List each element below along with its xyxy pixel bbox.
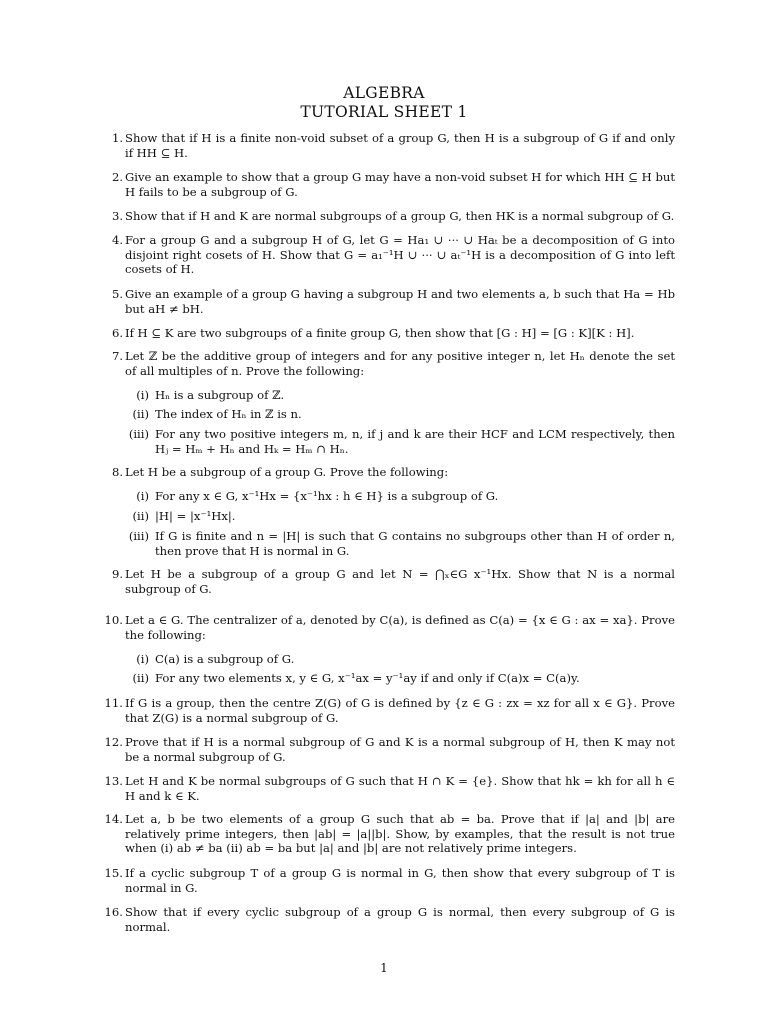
problem-text: Let ℤ be the additive group of integers and for any positive integer n, let Hₙ denote the set of all multiples of n. Prove the following: xyxy=(125,349,675,378)
subitem-text: For any x ∈ G, x⁻¹Hx = {x⁻¹hx : h ∈ H} is a subgroup of G. xyxy=(155,489,499,503)
subitem-number: (ii) xyxy=(132,671,149,685)
problem-3 xyxy=(105,209,675,224)
problem-text: Give an example to show that a group G may have a non-void subset H for which HH ⊆ H but H fails to be a subgroup of G. xyxy=(125,170,675,199)
problem-15 xyxy=(105,866,675,895)
problem-text: Show that if every cyclic subgroup of a group G is normal, then every subgroup of G is normal. xyxy=(125,905,675,934)
subitem-number: (iii) xyxy=(128,427,149,441)
problem-11 xyxy=(105,696,675,725)
problem-number: 14. xyxy=(104,812,123,826)
subitem-number: (iii) xyxy=(128,529,149,543)
problem-8-part-iii xyxy=(125,529,675,558)
subitem-text: |H| = |x⁻¹Hx|. xyxy=(155,509,236,523)
title-block xyxy=(0,84,768,122)
subitem-number: (i) xyxy=(136,489,149,503)
problem-5 xyxy=(105,287,675,316)
page-number: 1 xyxy=(380,961,388,975)
problem-text: Let H be a subgroup of a group G and let N = ⋂ₓ∈G x⁻¹Hx. Show that N is a normal subgroup of G. xyxy=(125,567,675,596)
problem-text: For a group G and a subgroup H of G, let G = Ha₁ ∪ ··· ∪ Haₜ be a decomposition of G into disjoint right cosets of H. Show that G = a₁⁻¹H ∪ ··· ∪ aₜ⁻¹H is a decomposition of G into left cosets of H. xyxy=(125,233,675,276)
problem-number: 4. xyxy=(111,233,123,247)
subitem-text: The index of Hₙ in ℤ is n. xyxy=(155,407,302,421)
subitem-number: (i) xyxy=(136,652,149,666)
problem-7-part-iii xyxy=(125,427,675,456)
subitem-text: Hₙ is a subgroup of ℤ. xyxy=(155,388,285,402)
problem-7 xyxy=(105,349,675,378)
subitem-number: (ii) xyxy=(132,407,149,421)
problem-12 xyxy=(105,735,675,764)
problem-text: Let a ∈ G. The centralizer of a, denoted by C(a), is defined as C(a) = {x ∈ G : ax = xa}. Prove the following: xyxy=(125,613,675,642)
problem-text: Show that if H and K are normal subgroups of a group G, then HK is a normal subgroup of G. xyxy=(125,209,675,223)
subitem-text: For any two positive integers m, n, if j and k are their HCF and LCM respectively, then Hⱼ = Hₘ + Hₙ and Hₖ = Hₘ ∩ Hₙ. xyxy=(155,427,675,456)
problem-number: 12. xyxy=(104,735,123,749)
problem-text: Show that if H is a finite non-void subset of a group G, then H is a subgroup of G if and only if HH ⊆ H. xyxy=(125,131,675,160)
problem-text: Let H be a subgroup of a group G. Prove the following: xyxy=(125,465,449,479)
problem-8-part-ii xyxy=(125,509,675,524)
problem-text: Prove that if H is a normal subgroup of G and K is a normal subgroup of H, then K may not be a normal subgroup of G. xyxy=(125,735,675,764)
problem-number: 8. xyxy=(111,465,123,479)
problem-number: 6. xyxy=(111,326,123,340)
problem-2 xyxy=(105,170,675,199)
problem-10-part-i xyxy=(125,652,675,667)
problem-number: 3. xyxy=(111,209,123,223)
problem-text: Let H and K be normal subgroups of G such that H ∩ K = {e}. Show that hk = kh for all h ∈ H and k ∈ K. xyxy=(125,774,675,803)
page-title: ALGEBRA xyxy=(343,84,425,102)
problem-7-part-ii xyxy=(125,407,675,422)
problem-text: If a cyclic subgroup T of a group G is normal in G, then show that every subgroup of T is normal in G. xyxy=(125,866,675,895)
page-subtitle: TUTORIAL SHEET 1 xyxy=(300,103,468,121)
problem-8-part-i xyxy=(125,489,675,504)
problem-4 xyxy=(105,233,675,277)
problem-number: 9. xyxy=(111,567,123,581)
problem-text: If G is a group, then the centre Z(G) of G is defined by {z ∈ G : zx = xz for all x ∈ G}. Prove that Z(G) is a normal subgroup of G. xyxy=(125,696,675,725)
subitem-text: If G is finite and n = |H| is such that G contains no subgroups other than H of order n, then prove that H is normal in G. xyxy=(155,529,675,558)
problem-number: 16. xyxy=(104,905,123,919)
problem-1 xyxy=(105,131,675,160)
problem-text: Let a, b be two elements of a group G such that ab = ba. Prove that if |a| and |b| are relatively prime integers, then |ab| = |a||b|. Show, by examples, that the result is not true when (i) ab ≠ ba (ii) ab = ba but |a| and |b| are not relatively prime integers. xyxy=(125,812,675,855)
problem-text: If H ⊆ K are two subgroups of a finite group G, then show that [G : H] = [G : K][K : H]. xyxy=(125,326,635,340)
subitem-number: (ii) xyxy=(132,509,149,523)
problem-16 xyxy=(105,905,675,934)
problem-number: 1. xyxy=(111,131,123,145)
problem-number: 15. xyxy=(104,866,123,880)
problem-6 xyxy=(105,326,675,341)
problem-14 xyxy=(105,812,675,856)
problem-number: 10. xyxy=(104,613,123,627)
problem-8 xyxy=(105,465,675,480)
subitem-text: For any two elements x, y ∈ G, x⁻¹ax = y⁻¹ay if and only if C(a)x = C(a)y. xyxy=(155,671,580,685)
subitem-text: C(a) is a subgroup of G. xyxy=(155,652,295,666)
problem-number: 7. xyxy=(111,349,123,363)
problem-13 xyxy=(105,774,675,803)
problem-number: 5. xyxy=(111,287,123,301)
problem-7-part-i xyxy=(125,388,675,403)
problem-number: 13. xyxy=(104,774,123,788)
problem-text: Give an example of a group G having a subgroup H and two elements a, b such that Ha = Hb but aH ≠ bH. xyxy=(125,287,675,316)
problem-number: 2. xyxy=(111,170,123,184)
problem-number: 11. xyxy=(104,696,123,710)
problem-9 xyxy=(105,567,675,596)
subitem-number: (i) xyxy=(136,388,149,402)
problem-10-part-ii xyxy=(125,671,675,686)
problem-10 xyxy=(105,613,675,642)
